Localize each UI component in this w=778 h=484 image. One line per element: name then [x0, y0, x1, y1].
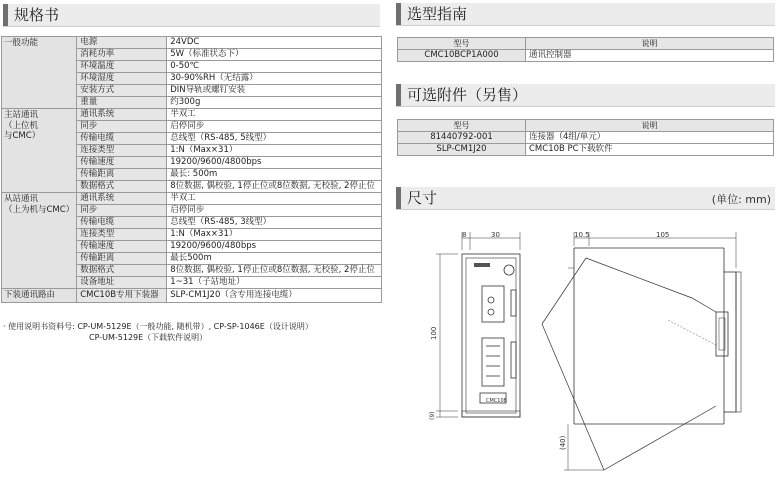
col-model-header: 型号 — [398, 120, 526, 132]
spec-item: 数据格式 — [77, 265, 167, 277]
side-view — [542, 248, 741, 470]
dimensions-section-title: 尺寸 — [407, 189, 438, 207]
desc-cell: 连接器（4组/单元） — [526, 132, 774, 144]
spec-item: 传输电缆 — [77, 133, 167, 145]
spec-value: 启停同步 — [167, 205, 382, 217]
device-label: CMC10B — [486, 398, 508, 404]
model-cell: CMC10BCP1A000 — [398, 50, 526, 62]
spec-category: 一般功能 — [2, 37, 77, 109]
spec-item: 传输速度 — [77, 241, 167, 253]
dim-label-30: 30 — [491, 231, 500, 239]
col-model-header: 型号 — [398, 38, 526, 50]
dimensions-section-header — [396, 187, 775, 210]
table-row — [398, 132, 774, 144]
spec-section-header — [3, 4, 380, 27]
dim-label-105: 105 — [656, 231, 670, 239]
spec-value: 约300g — [167, 97, 382, 109]
spec-value: 5W（标准状态下） — [167, 49, 382, 61]
spec-value: DIN导轨或螺钉安装 — [167, 85, 382, 97]
spec-value: 1~31（子站地址） — [167, 277, 382, 289]
dim-label-10-5: 10.5 — [574, 231, 590, 239]
spec-item: 传输速度 — [77, 157, 167, 169]
spec-value: 8位数据, 偶校验, 1停止位或8位数据, 无校验, 2停止位 — [167, 265, 382, 277]
spec-item: 连接类型 — [77, 145, 167, 157]
desc-cell: 通讯控制器 — [526, 50, 774, 62]
model-cell: SLP-CM1J20 — [398, 144, 526, 156]
spec-item: 重量 — [77, 97, 167, 109]
spec-category: 下装通讯路由 — [2, 289, 77, 303]
section-marker — [396, 84, 401, 106]
spec-item: 同步 — [77, 205, 167, 217]
selection-section-header — [396, 3, 775, 26]
accessory-table — [397, 119, 774, 156]
dim-label-9: (9) — [429, 411, 436, 420]
spec-category: 从站通讯 （上为机与CMC） — [2, 193, 77, 289]
table-row — [2, 37, 382, 49]
table-row — [2, 193, 382, 205]
selection-section-title: 选型指南 — [407, 5, 468, 23]
table-row — [2, 109, 382, 121]
spec-value: 启停同步 — [167, 121, 382, 133]
spec-item: 同步 — [77, 121, 167, 133]
spec-item: 传输距离 — [77, 253, 167, 265]
section-marker — [396, 187, 401, 209]
spec-value: 24VDC — [167, 37, 382, 49]
spec-item: 消耗功率 — [77, 49, 167, 61]
dimension-drawing — [398, 228, 776, 480]
dim-label-100: 100 — [430, 326, 438, 340]
col-desc-header: 说明 — [526, 120, 774, 132]
spec-value: 30-90%RH（无结露） — [167, 73, 382, 85]
spec-item: 设备地址 — [77, 277, 167, 289]
spec-value: SLP-CM1J20（含专用连接电缆） — [167, 289, 382, 303]
spec-value: 总线型（RS-485, 3线型） — [167, 217, 382, 229]
spec-category: 主站通讯 （上位机 与CMC） — [2, 109, 77, 193]
spec-item: 电源 — [77, 37, 167, 49]
spec-item: 安装方式 — [77, 85, 167, 97]
spec-item: 环境温度 — [77, 61, 167, 73]
spec-item: CMC10B专用下装器 — [77, 289, 167, 303]
side-dimensions — [564, 232, 736, 470]
table-row — [2, 289, 382, 303]
section-marker — [3, 4, 8, 26]
model-cell: 81440792-001 — [398, 132, 526, 144]
front-dimensions — [436, 232, 520, 417]
note-line-1: · 使用说明书资料号: CP-UM-5129E（一般功能, 随机带）, CP-SP-1046E（设计说明） — [3, 322, 313, 331]
spec-item: 数据格式 — [77, 181, 167, 193]
manual-note — [3, 321, 313, 343]
spec-value: 最长500m — [167, 253, 382, 265]
dim-label-40: (40) — [559, 435, 567, 450]
accessories-section-header — [396, 84, 775, 107]
spec-item: 连接类型 — [77, 229, 167, 241]
spec-value: 19200/9600/4800bps — [167, 157, 382, 169]
spec-item: 通讯系统 — [77, 109, 167, 121]
accessories-section-title: 可选附件（另售） — [407, 86, 528, 104]
section-marker — [396, 3, 401, 25]
spec-item: 传输电缆 — [77, 217, 167, 229]
note-line-2: CP-UM-5129E（下载软件说明） — [89, 333, 208, 342]
spec-item: 传输距离 — [77, 169, 167, 181]
table-row — [398, 50, 774, 62]
spec-item: 环境湿度 — [77, 73, 167, 85]
spec-value: 半双工 — [167, 193, 382, 205]
dim-label-8: 8 — [462, 231, 467, 239]
desc-cell: CMC10B PC下载软件 — [526, 144, 774, 156]
dimensions-unit: (单位: mm) — [711, 193, 771, 206]
spec-section-title: 规格书 — [14, 6, 60, 24]
selection-table — [397, 37, 774, 62]
col-desc-header: 说明 — [526, 38, 774, 50]
spec-value: 1:N（Max×31） — [167, 145, 382, 157]
table-row — [398, 144, 774, 156]
spec-value: 8位数据, 偶校验, 1停止位或8位数据, 无校验, 2停止位 — [167, 181, 382, 193]
spec-item: 通讯系统 — [77, 193, 167, 205]
front-view — [462, 254, 520, 417]
spec-table — [1, 36, 382, 303]
spec-value: 总线型（RS-485, 5线型） — [167, 133, 382, 145]
spec-value: 最长: 500m — [167, 169, 382, 181]
spec-value: 1:N（Max×31） — [167, 229, 382, 241]
spec-value: 19200/9600/480bps — [167, 241, 382, 253]
spec-value: 半双工 — [167, 109, 382, 121]
spec-value: 0-50℃ — [167, 61, 382, 73]
